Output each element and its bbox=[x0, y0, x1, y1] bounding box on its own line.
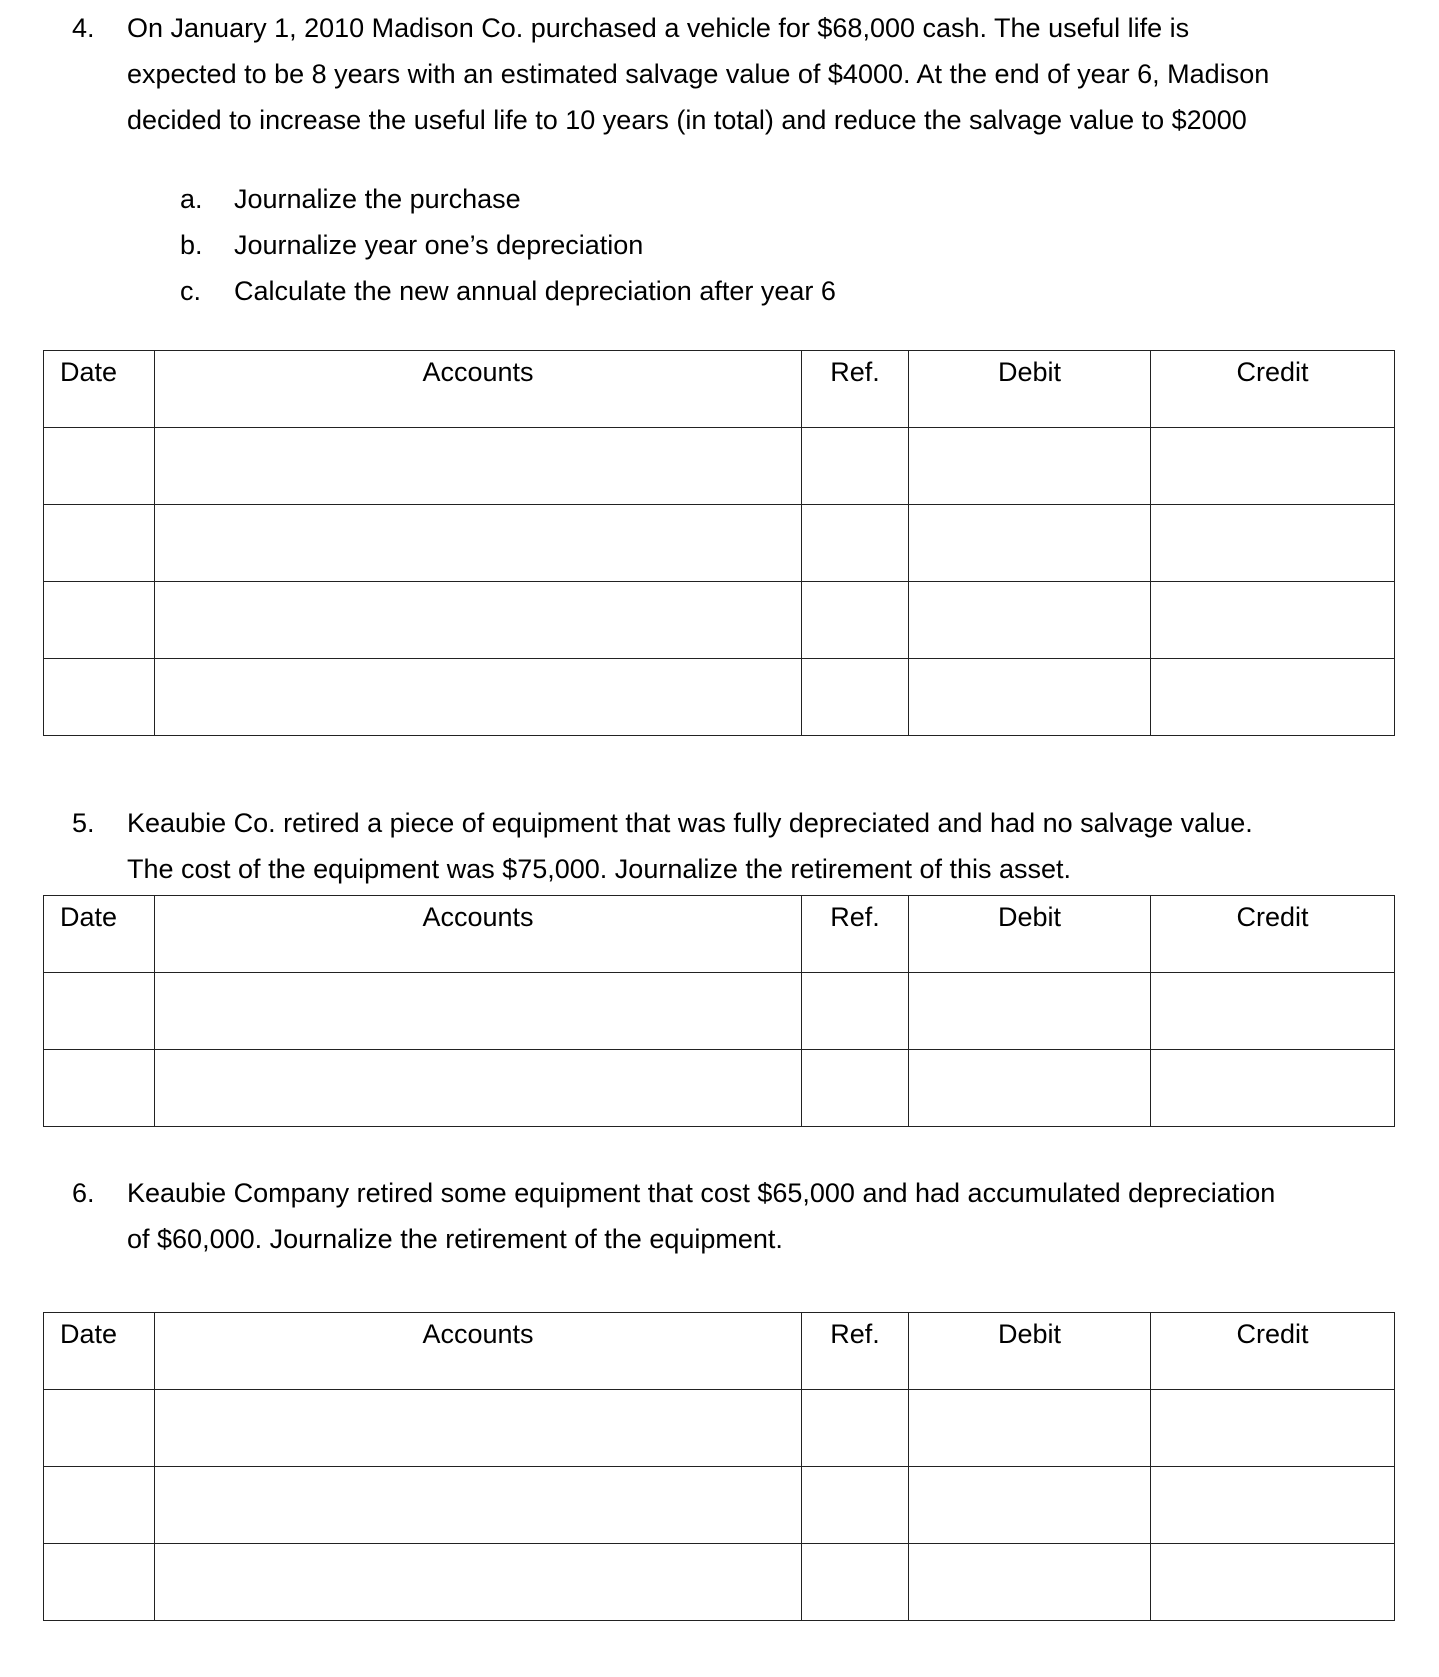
header-credit: Credit bbox=[1151, 351, 1395, 428]
subitem-b-letter: b. bbox=[180, 230, 203, 260]
header-date: Date bbox=[44, 1313, 155, 1390]
subitem-b-text: Journalize year one’s depreciation bbox=[234, 230, 644, 260]
ref-cell[interactable] bbox=[802, 1467, 909, 1544]
accounts-cell[interactable] bbox=[155, 1390, 802, 1467]
question-4-line-2: expected to be 8 years with an estimated salvage value of $4000. At the end of year 6, Madison bbox=[127, 59, 1270, 89]
date-cell[interactable] bbox=[44, 1467, 155, 1544]
journal-header-row bbox=[44, 1313, 1395, 1390]
question-4-number: 4. bbox=[72, 13, 95, 43]
journal-header-row bbox=[44, 351, 1395, 428]
header-credit: Credit bbox=[1151, 1313, 1395, 1390]
accounts-cell[interactable] bbox=[155, 1467, 802, 1544]
header-debit: Debit bbox=[909, 1313, 1151, 1390]
header-accounts: Accounts bbox=[155, 896, 802, 973]
journal-entry-row bbox=[44, 973, 1395, 1050]
subitem-a-letter: a. bbox=[180, 184, 203, 214]
journal-entry-row bbox=[44, 582, 1395, 659]
header-debit: Debit bbox=[909, 896, 1151, 973]
journal-entry-row bbox=[44, 1390, 1395, 1467]
header-debit: Debit bbox=[909, 351, 1151, 428]
credit-cell[interactable] bbox=[1151, 659, 1395, 736]
subitem-c-letter: c. bbox=[180, 276, 202, 306]
header-accounts: Accounts bbox=[155, 1313, 802, 1390]
credit-cell[interactable] bbox=[1151, 428, 1395, 505]
journal-table-q4 bbox=[43, 350, 1395, 736]
ref-cell[interactable] bbox=[802, 1050, 909, 1127]
question-6-line-2: of $60,000. Journalize the retirement of the equipment. bbox=[127, 1224, 783, 1254]
journal-entry-row bbox=[44, 428, 1395, 505]
question-5-line-1: Keaubie Co. retired a piece of equipment that was fully depreciated and had no salvage value. bbox=[127, 808, 1253, 838]
question-6-number: 6. bbox=[72, 1178, 95, 1208]
date-cell[interactable] bbox=[44, 582, 155, 659]
debit-cell[interactable] bbox=[909, 1544, 1151, 1621]
date-cell[interactable] bbox=[44, 1050, 155, 1127]
ref-cell[interactable] bbox=[802, 428, 909, 505]
date-cell[interactable] bbox=[44, 505, 155, 582]
credit-cell[interactable] bbox=[1151, 505, 1395, 582]
accounts-cell[interactable] bbox=[155, 1544, 802, 1621]
date-cell[interactable] bbox=[44, 1390, 155, 1467]
credit-cell[interactable] bbox=[1151, 973, 1395, 1050]
ref-cell[interactable] bbox=[802, 582, 909, 659]
debit-cell[interactable] bbox=[909, 428, 1151, 505]
subitem-c-text: Calculate the new annual depreciation after year 6 bbox=[234, 276, 836, 306]
question-4-subitem-b bbox=[180, 222, 643, 268]
ref-cell[interactable] bbox=[802, 973, 909, 1050]
debit-cell[interactable] bbox=[909, 1050, 1151, 1127]
question-4-subitem-c bbox=[180, 268, 836, 314]
question-4-line-1: On January 1, 2010 Madison Co. purchased a vehicle for $68,000 cash. The useful life is bbox=[127, 13, 1190, 43]
question-5-text bbox=[127, 800, 1253, 892]
header-ref: Ref. bbox=[802, 896, 909, 973]
header-ref: Ref. bbox=[802, 1313, 909, 1390]
debit-cell[interactable] bbox=[909, 1390, 1151, 1467]
header-accounts: Accounts bbox=[155, 351, 802, 428]
journal-header-row bbox=[44, 896, 1395, 973]
accounts-cell[interactable] bbox=[155, 973, 802, 1050]
journal-entry-row bbox=[44, 1467, 1395, 1544]
date-cell[interactable] bbox=[44, 428, 155, 505]
ref-cell[interactable] bbox=[802, 505, 909, 582]
credit-cell[interactable] bbox=[1151, 1390, 1395, 1467]
header-ref: Ref. bbox=[802, 351, 909, 428]
ref-cell[interactable] bbox=[802, 1390, 909, 1467]
ref-cell[interactable] bbox=[802, 1544, 909, 1621]
header-date: Date bbox=[44, 351, 155, 428]
credit-cell[interactable] bbox=[1151, 1544, 1395, 1621]
journal-table-q6 bbox=[43, 1312, 1395, 1621]
accounts-cell[interactable] bbox=[155, 1050, 802, 1127]
accounts-cell[interactable] bbox=[155, 428, 802, 505]
journal-entry-row bbox=[44, 1544, 1395, 1621]
question-6-line-1: Keaubie Company retired some equipment that cost $65,000 and had accumulated depreciation bbox=[127, 1178, 1276, 1208]
journal-table-q5 bbox=[43, 895, 1395, 1127]
ref-cell[interactable] bbox=[802, 659, 909, 736]
debit-cell[interactable] bbox=[909, 1467, 1151, 1544]
question-4-subitem-a bbox=[180, 176, 521, 222]
accounts-cell[interactable] bbox=[155, 505, 802, 582]
question-4-line-3: decided to increase the useful life to 10 years (in total) and reduce the salvage value to $2000 bbox=[127, 105, 1247, 135]
date-cell[interactable] bbox=[44, 973, 155, 1050]
date-cell[interactable] bbox=[44, 659, 155, 736]
question-4-text bbox=[127, 5, 1269, 143]
debit-cell[interactable] bbox=[909, 505, 1151, 582]
question-5-line-2: The cost of the equipment was $75,000. Journalize the retirement of this asset. bbox=[127, 854, 1072, 884]
journal-entry-row bbox=[44, 505, 1395, 582]
debit-cell[interactable] bbox=[909, 582, 1151, 659]
debit-cell[interactable] bbox=[909, 973, 1151, 1050]
debit-cell[interactable] bbox=[909, 659, 1151, 736]
accounts-cell[interactable] bbox=[155, 659, 802, 736]
question-6-text bbox=[127, 1170, 1275, 1262]
journal-entry-row bbox=[44, 659, 1395, 736]
accounts-cell[interactable] bbox=[155, 582, 802, 659]
question-5-number: 5. bbox=[72, 808, 95, 838]
subitem-a-text: Journalize the purchase bbox=[234, 184, 521, 214]
header-credit: Credit bbox=[1151, 896, 1395, 973]
credit-cell[interactable] bbox=[1151, 1467, 1395, 1544]
journal-entry-row bbox=[44, 1050, 1395, 1127]
date-cell[interactable] bbox=[44, 1544, 155, 1621]
header-date: Date bbox=[44, 896, 155, 973]
credit-cell[interactable] bbox=[1151, 1050, 1395, 1127]
credit-cell[interactable] bbox=[1151, 582, 1395, 659]
